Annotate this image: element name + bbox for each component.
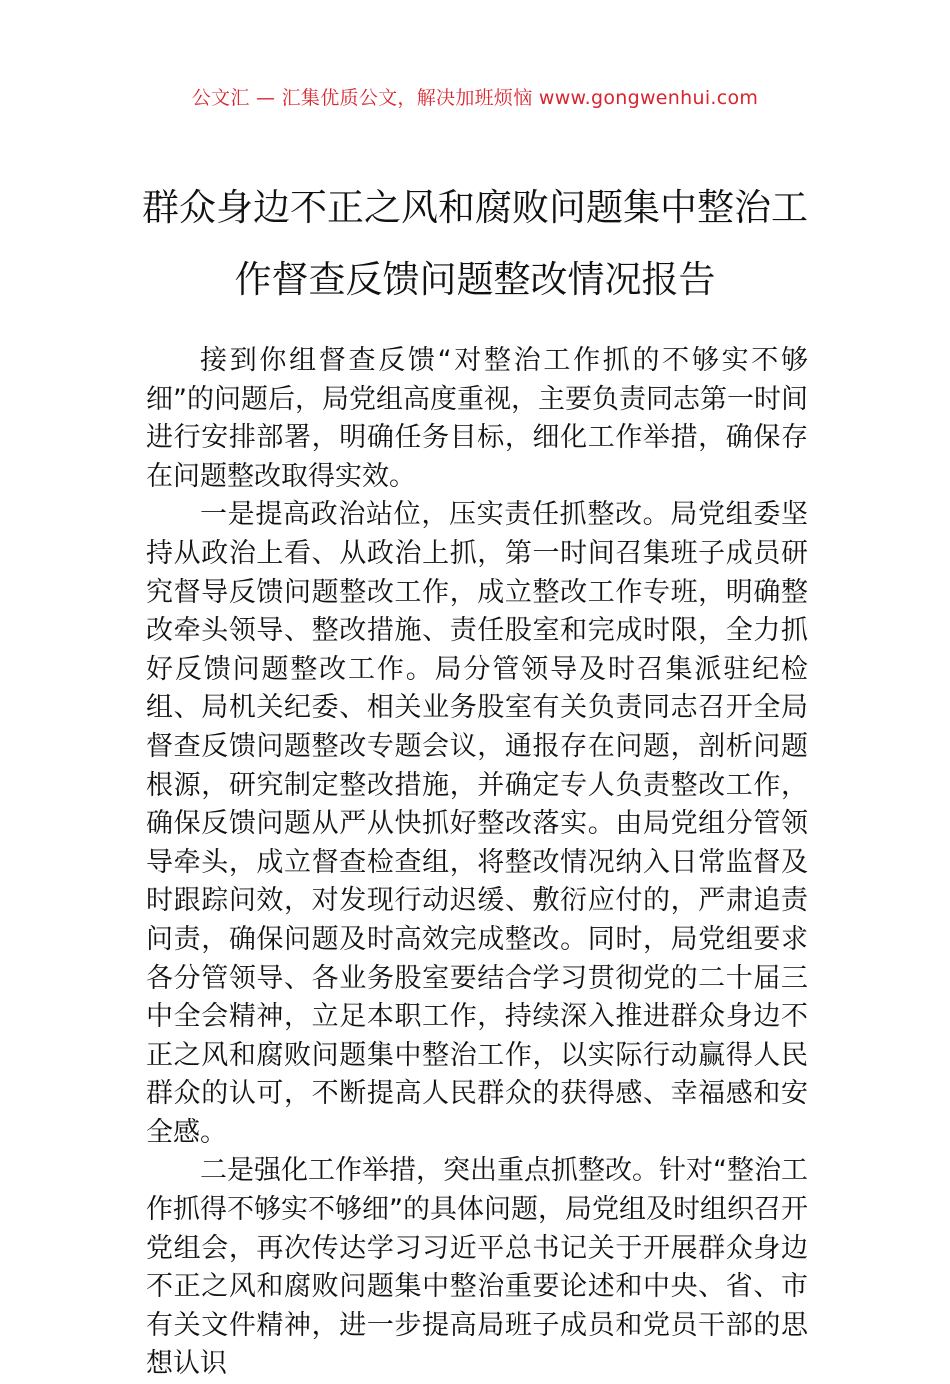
document-title	[100, 172, 850, 316]
header-banner-text: 公文汇 — 汇集优质公文，解决加班烦恼 www.gongwenhui.com	[191, 87, 759, 109]
title-line-1: 群众身边不正之风和腐败问题集中整治工	[142, 186, 808, 229]
paragraph-point-2: 二是强化工作举措，突出重点抓整改。针对“整治工作抓得不够实不够细”的具体问题，局党组及时组织召开党组会，再次传达学习习近平总书记关于开展群众身边不正之风和腐败问题集中整治重要论述和中央、省、市有关文件精神，进一步提高局班子成员和党员干部的思想认识	[146, 1155, 808, 1380]
document-body	[146, 342, 808, 1384]
header-banner	[0, 84, 950, 112]
paragraph-intro: 接到你组督查反馈“对整治工作抓的不够实不够细”的问题后，局党组高度重视，主要负责同志第一时间进行安排部署，明确任务目标，细化工作举措，确保存在问题整改取得实效。	[146, 345, 808, 492]
paragraph-point-1: 一是提高政治站位，压实责任抓整改。局党组委坚持从政治上看、从政治上抓，第一时间召集班子成员研究督导反馈问题整改工作，成立整改工作专班，明确整改牵头领导、整改措施、责任股室和完成时限，全力抓好反馈问题整改工作。局分管领导及时召集派驻纪检组、局机关纪委、相关业务股室有关负责同志召开全局督查反馈问题整改专题会议，通报存在问题，剖析问题根源，研究制定整改措施，并确定专人负责整改工作，确保反馈问题从严从快抓好整改落实。由局党组分管领导牵头，成立督查检查组，将整改情况纳入日常监督及时跟踪问效，对发现行动迟缓、敷衍应付的，严肃追责问责，确保问题及时高效完成整改。同时，局党组要求各分管领导、各业务股室要结合学习贯彻党的二十届三中全会精神，立足本职工作，持续深入推进群众身边不正之风和腐败问题集中整治工作，以实际行动赢得人民群众的认可，不断提高人民群众的获得感、幸福感和安全感。	[146, 499, 808, 1148]
title-line-2: 作督查反馈问题整改情况报告	[234, 258, 716, 301]
